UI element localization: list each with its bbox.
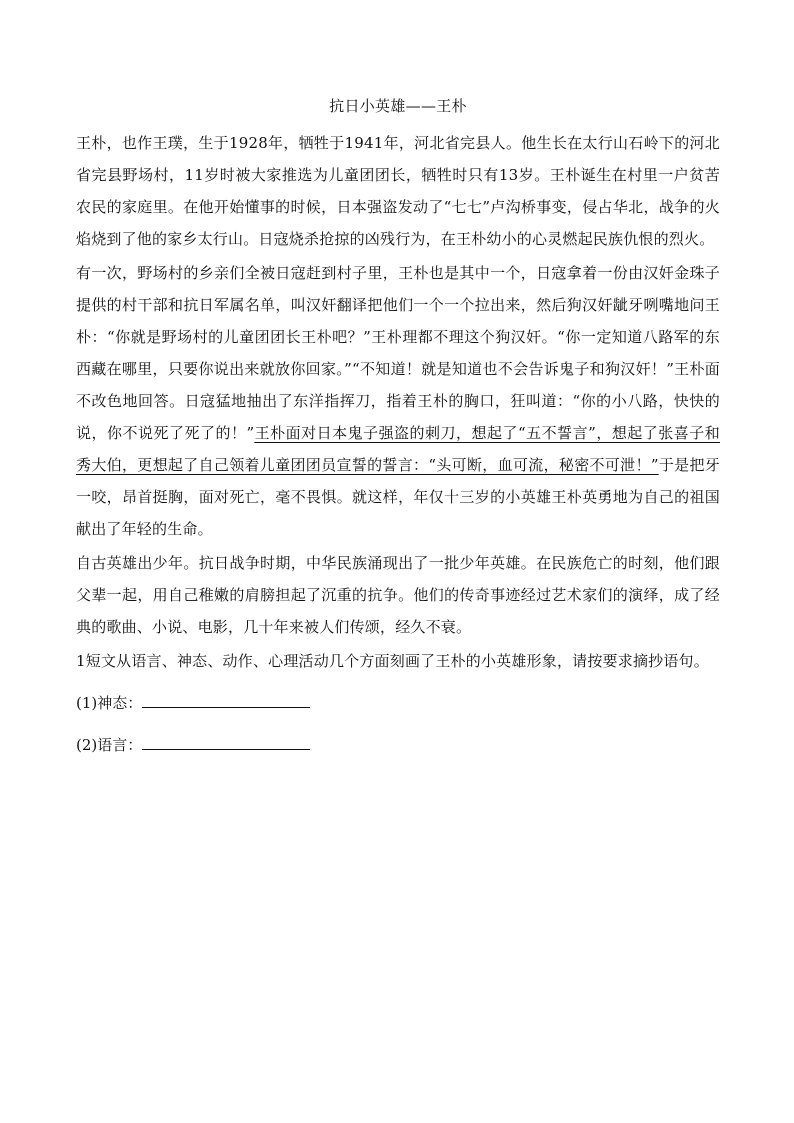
answer-label-language: (2)语言： xyxy=(76,736,143,754)
paragraph-conclusion: 自古英雄出少年。抗日战争时期，中华民族涌现出了一批少年英雄。在民族危亡的时刻，他们跟父辈一起，用自己稚嫩的肩膀担起了沉重的抗争。他们的传奇事迹经过艺术家们的演绎，成了经典的歌曲、小说、电影，几十年来被人们传颂，经久不衰。 xyxy=(76,554,720,636)
question-1: 1短文从语言、神态、动作、心理活动几个方面刻画了王朴的小英雄形象，请按要求摘抄语句。 xyxy=(76,652,709,670)
answer-label-expression: (1)神态： xyxy=(76,694,143,712)
paragraph-intro: 王朴，也作王璞，生于1928年，牺牲于1941年，河北省完县人。他生长在太行山石岭下的河北省完县野场村，11岁时被大家推选为儿童团团长，牺牲时只有13岁。王朴诞生在村里一户贫苦农民的家庭里。在他开始懂事的时候，日本强盗发动了“七七”卢沟桥事变，侵占华北，战争的火焰烧到了他的家乡太行山。日寇烧杀抢掠的凶残行为，在王朴幼小的心灵燃起民族仇恨的烈火。 xyxy=(76,134,720,248)
answer-blank-expression[interactable] xyxy=(142,691,310,708)
document-page xyxy=(76,94,720,761)
answer-blank-language[interactable] xyxy=(142,733,310,750)
story-text-before: 有一次，野场村的乡亲们全被日寇赶到村子里，王朴也是其中一个，日寇拿着一份由汉奸金珠子提供的村干部和抗日军属名单，叫汉奸翻译把他们一个一个拉出来，然后狗汉奸龇牙咧嘴地问王朴：“你就是野场村的儿童团团长王朴吧？”王朴理都不理这个狗汉奸。“你一定知道八路军的东西藏在哪里，只要你说出来就放你回家。”“不知道！就是知道也不会告诉鬼子和狗汉奸！”王朴面不改色地回答。日寇猛地抽出了东洋指挥刀，指着王朴的胸口，狂叫道：“你的小八路，快快的说，你不说死了死了的！” xyxy=(76,264,720,442)
paragraph-story xyxy=(76,257,720,545)
story-text-after: 于是把牙一咬，昂首挺胸，面对死亡，毫不畏惧。就这样，年仅十三岁的小英雄王朴英勇地为自己的祖国献出了年轻的生命。 xyxy=(76,456,720,538)
answer-row-language xyxy=(76,729,720,761)
answer-row-expression xyxy=(76,687,720,719)
document-title: 抗日小英雄——王朴 xyxy=(329,97,467,115)
underlined-passage: 王朴面对日本鬼子强盗的刺刀，想起了“五不誓言”，想起了张喜子和秀大伯，更想起了自己领着儿童团团员宣誓的誓言：“头可断，血可流，秘密不可泄！” xyxy=(76,424,720,474)
